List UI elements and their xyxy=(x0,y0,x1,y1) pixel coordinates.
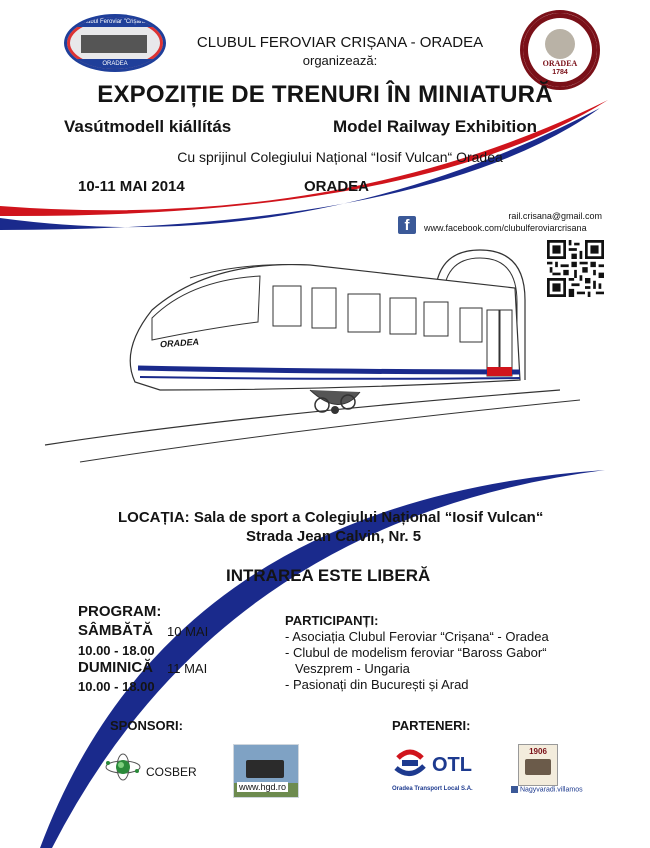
hgd-name: www.hgd.ro xyxy=(239,782,287,792)
cosber-logo-icon xyxy=(104,752,142,782)
participant-item: - Clubul de modelism feroviar “Baross Gabor“ xyxy=(285,645,547,660)
train-label: ORADEA xyxy=(159,336,200,350)
location-line: LOCAȚIA: Sala de sport a Colegiului Național “Iosif Vulcan“ xyxy=(118,509,544,526)
cosber-name: COSBER xyxy=(146,765,197,779)
facebook-link[interactable]: www.facebook.com/clubulferoviarcrisana xyxy=(424,223,587,233)
facebook-icon[interactable]: f xyxy=(398,216,416,234)
seal-year: 1784 xyxy=(552,69,568,76)
program-title: PROGRAM: xyxy=(78,603,162,620)
participant-item: - Asociația Clubul Feroviar “Crișana“ - Oradea xyxy=(285,629,549,644)
college-seal xyxy=(520,10,600,90)
hungarian-title: Vasútmodell kiállítás xyxy=(64,117,232,136)
sunday-hours: 10.00 - 18.00 xyxy=(78,679,155,694)
english-title: Model Railway Exhibition xyxy=(333,117,538,136)
otl-logo xyxy=(392,744,482,788)
support-line: Cu sprijinul Colegiului Național “Iosif Vulcan“ Oradea xyxy=(177,149,503,165)
seal-text: ORADEA xyxy=(542,59,578,68)
street-address: Strada Jean Calvin, Nr. 5 xyxy=(246,528,422,545)
club-name: CLUBUL FEROVIAR CRIȘANA - ORADEA xyxy=(196,34,484,51)
club-logo xyxy=(64,14,166,72)
saturday-hours: 10.00 - 18.00 xyxy=(78,643,155,658)
main-title: EXPOZIȚIE DE TRENURI ÎN MINIATURĂ xyxy=(97,81,553,108)
nagyvarad-logo xyxy=(518,744,558,786)
nagyvarad-name: Nagyvaradi.villamos xyxy=(519,786,583,794)
saturday-date: 10 MAI xyxy=(167,624,209,639)
club-logo-bottom-text: ORADEA xyxy=(67,59,163,69)
nagyvarad-caption xyxy=(511,786,583,793)
free-entry: INTRAREA ESTE LIBERĂ xyxy=(226,566,431,585)
nagyvarad-logo-text: 1906 xyxy=(529,747,547,756)
saturday-day: SÂMBĂTĂ xyxy=(78,622,153,639)
sponsors-title: SPONSORI: xyxy=(110,718,183,733)
participant-item: Veszprem - Ungaria xyxy=(295,661,410,676)
participants-title: PARTICIPANȚI: xyxy=(285,613,379,628)
event-dates: 10-11 MAI 2014 xyxy=(78,178,185,195)
sunday-date: 11 MAI xyxy=(167,661,208,676)
otl-caption: Oradea Transport Local S.A. xyxy=(392,786,473,792)
organizes-label: organizează: xyxy=(302,53,378,68)
event-city: ORADEA xyxy=(304,178,370,195)
sunday-day: DUMINICĂ xyxy=(78,659,153,676)
participant-item: - Pasionați din București și Arad xyxy=(285,677,469,692)
train-illustration xyxy=(40,240,600,465)
otl-name: OTL xyxy=(432,754,472,776)
partners-title: PARTENERI: xyxy=(392,718,471,733)
contact-email[interactable]: rail.crisana@gmail.com xyxy=(508,211,602,221)
club-logo-top-text: Clubul Feroviar "Crișana" xyxy=(81,19,149,25)
facebook-small-icon xyxy=(511,786,518,793)
otl-emblem-icon xyxy=(392,744,428,784)
